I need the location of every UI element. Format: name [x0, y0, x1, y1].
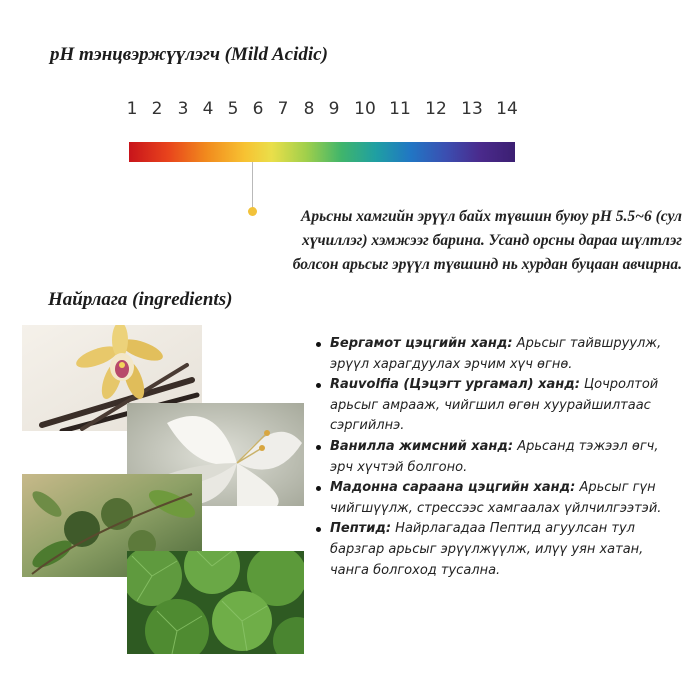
ingredient-text: Цочролтой арьсыг амрааж, чийгшил өгөн хуурайшилтаас сэргийлнэ. — [330, 377, 659, 434]
ingredients-list — [316, 334, 666, 581]
ph-description: Арьсны хамгийн эрүүл байх түвшин буюу pH 5.5~6 (сул хүчиллэг) хэмжээг барина. Усанд орсны дараа шүлтлэг болсон арьсыг эрүүл түвшинд нь хурдан буцаан авчирна. — [292, 208, 682, 273]
list-item — [316, 375, 666, 437]
ingredient-name: Бергамот цэцгийн ханд: — [330, 336, 513, 351]
ph-scale-tick: 2 — [151, 99, 163, 119]
ph-scale-tick: 6 — [252, 99, 264, 119]
ph-scale-tick: 1 — [126, 99, 138, 119]
ph-marker-dot — [248, 207, 257, 216]
ph-scale-tick: 12 — [425, 99, 447, 119]
ingredient-text: Арьсанд тэжээл өгч, эрч хүчтэй болгоно. — [330, 438, 659, 475]
ingredient-text: Арьсыг гүн чийгшүүлж, стрессээс хамгаалах үйлчилгээтэй. — [330, 480, 662, 516]
list-item — [316, 519, 666, 581]
ingredient-text: Арьсыг тайвшруулж, эрүүл харагдуулах эрчим хүч өгнө. — [330, 336, 662, 372]
ph-scale-tick: 5 — [227, 99, 239, 119]
ph-scale-tick: 10 — [354, 99, 376, 119]
ph-scale-tick: 14 — [496, 99, 518, 119]
list-item — [316, 334, 666, 375]
ph-scale-tick: 13 — [461, 99, 483, 119]
ingredients-title: Найрлага (ingredients) — [48, 289, 233, 310]
ingredient-name: Мадонна сараана цэцгийн ханд: — [330, 480, 576, 496]
centella-leaves-photo — [127, 551, 304, 654]
list-item — [316, 437, 666, 478]
ingredient-text: Найрлагадаа Пептид агуулсан тул барзгар арьсыг эрүүлжүүлж, илүү уян хатан, чанга болгоход тусална. — [330, 521, 644, 578]
ph-scale-numbers — [121, 99, 521, 123]
ph-scale-tick: 9 — [328, 99, 340, 119]
ph-marker-line — [252, 162, 253, 210]
ph-scale-tick: 3 — [177, 99, 189, 119]
ph-section-title: pH тэнцвэржүүлэгч (Mild Acidic) — [50, 44, 328, 65]
ingredient-name: Пептид: — [330, 521, 392, 537]
ingredient-name: Rauvolfia (Цэцэгт ургамал) ханд: — [330, 377, 580, 393]
ph-gradient-bar — [129, 142, 515, 162]
ingredient-name: Ванилла жимсний ханд: — [330, 438, 514, 454]
list-item — [316, 478, 666, 519]
ph-scale-tick: 4 — [202, 99, 214, 119]
ph-scale-tick: 11 — [389, 99, 411, 119]
ph-scale-tick: 8 — [303, 99, 315, 119]
ph-scale-tick: 7 — [277, 99, 289, 119]
